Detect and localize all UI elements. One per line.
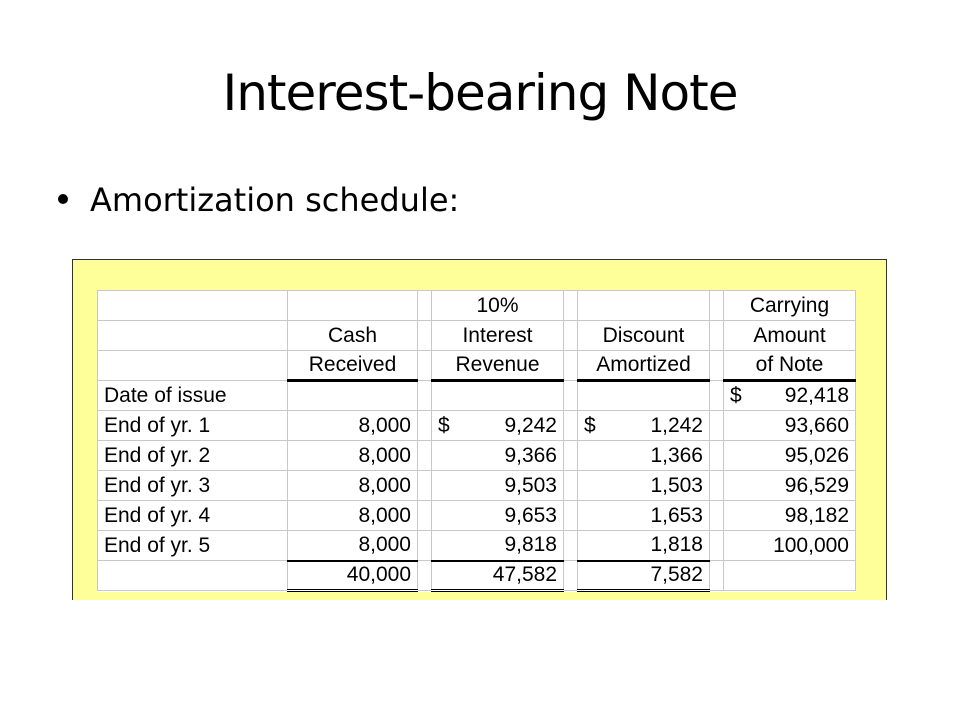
table-row (98, 441, 856, 471)
spacer-cell (564, 501, 578, 531)
dollar-sign: $ (438, 413, 450, 437)
header-amortized: Amortized (578, 351, 710, 381)
header-discount: Discount (578, 321, 710, 351)
cash-cell (288, 381, 418, 411)
cash-cell: 8,000 (288, 501, 418, 531)
total-cash: 40,000 (288, 561, 418, 591)
discount-cell (578, 471, 710, 501)
interest-cell (432, 441, 564, 471)
discount-cell (578, 411, 710, 441)
table-row (98, 531, 856, 561)
discount-cell (578, 531, 710, 561)
discount-value: 1,818 (650, 533, 703, 557)
spacer-cell (418, 441, 432, 471)
spacer-cell (564, 411, 578, 441)
carrying-value: 100,000 (773, 533, 849, 557)
carrying-cell (724, 411, 856, 441)
row-label: End of yr. 4 (98, 501, 288, 531)
totals-label-cell (98, 561, 288, 591)
spacer-cell (564, 321, 578, 351)
discount-cell (578, 501, 710, 531)
interest-cell (432, 381, 564, 411)
row-label: End of yr. 2 (98, 441, 288, 471)
header-cell (98, 321, 288, 351)
carrying-value: 95,026 (784, 443, 849, 467)
discount-value: 1,366 (650, 443, 703, 467)
carrying-cell (724, 501, 856, 531)
slide-title: Interest-bearing Note (222, 64, 738, 122)
bullet-text: Amortization schedule: (90, 181, 460, 219)
amortization-table (97, 290, 856, 592)
header-rate: 10% (432, 291, 564, 321)
table-row (98, 471, 856, 501)
carrying-cell (724, 471, 856, 501)
interest-cell (432, 531, 564, 561)
carrying-value: 92,418 (784, 384, 849, 407)
header-cell (288, 291, 418, 321)
header-interest: Interest (432, 321, 564, 351)
interest-value: 9,818 (504, 533, 557, 557)
interest-value: 9,242 (504, 413, 557, 437)
discount-cell (578, 381, 710, 411)
header-row-2 (98, 321, 856, 351)
row-label: End of yr. 5 (98, 531, 288, 561)
carrying-value: 98,182 (784, 503, 849, 527)
spacer-cell (418, 561, 432, 591)
header-cell (98, 291, 288, 321)
spacer-cell (564, 351, 578, 381)
spacer-cell (710, 441, 724, 471)
carrying-value: 93,660 (784, 413, 849, 437)
spacer-cell (710, 321, 724, 351)
spacer-cell (564, 471, 578, 501)
spacer-cell (564, 381, 578, 411)
spacer-cell (418, 471, 432, 501)
table-row (98, 501, 856, 531)
interest-cell (432, 501, 564, 531)
carrying-value: 96,529 (784, 473, 849, 497)
interest-value: 9,503 (504, 473, 557, 497)
discount-cell (578, 441, 710, 471)
totals-row (98, 561, 856, 591)
header-of-note: of Note (724, 351, 856, 381)
spacer-cell (710, 501, 724, 531)
bullet-dot-icon (58, 194, 68, 204)
spacer-cell (418, 531, 432, 561)
spacer-cell (418, 381, 432, 411)
total-discount: 7,582 (578, 561, 710, 591)
spacer-cell (418, 411, 432, 441)
interest-value: 9,653 (504, 503, 557, 527)
dollar-sign: $ (730, 384, 742, 407)
header-amount: Amount (724, 321, 856, 351)
spacer-cell (710, 531, 724, 561)
header-cell (578, 291, 710, 321)
spacer-cell (564, 441, 578, 471)
header-cash: Cash (288, 321, 418, 351)
spacer-cell (564, 291, 578, 321)
header-row-3 (98, 351, 856, 381)
total-carrying-empty (724, 561, 856, 591)
discount-value: 1,653 (650, 503, 703, 527)
spacer-cell (418, 351, 432, 381)
discount-value: 1,503 (650, 473, 703, 497)
spacer-cell (564, 561, 578, 591)
total-interest: 47,582 (432, 561, 564, 591)
spacer-cell (710, 411, 724, 441)
cash-cell: 8,000 (288, 441, 418, 471)
spacer-cell (710, 381, 724, 411)
interest-cell (432, 471, 564, 501)
header-row-1 (98, 291, 856, 321)
spacer-cell (418, 321, 432, 351)
row-label: End of yr. 1 (98, 411, 288, 441)
cash-cell: 8,000 (288, 411, 418, 441)
interest-value: 9,366 (504, 443, 557, 467)
spacer-cell (418, 501, 432, 531)
dollar-sign: $ (584, 413, 596, 437)
header-cell (98, 351, 288, 381)
spacer-cell (710, 351, 724, 381)
spacer-cell (710, 291, 724, 321)
spacer-cell (710, 561, 724, 591)
discount-value: 1,242 (650, 413, 703, 437)
row-label: End of yr. 3 (98, 471, 288, 501)
carrying-cell (724, 441, 856, 471)
bullet-item (58, 178, 459, 222)
spacer-cell (564, 531, 578, 561)
row-label: Date of issue (98, 381, 288, 411)
table-row (98, 381, 856, 411)
table-row (98, 411, 856, 441)
cash-cell: 8,000 (288, 471, 418, 501)
header-revenue: Revenue (432, 351, 564, 381)
interest-cell (432, 411, 564, 441)
header-carrying: Carrying (724, 291, 856, 321)
header-received: Received (288, 351, 418, 381)
cash-cell: 8,000 (288, 531, 418, 561)
carrying-cell (724, 531, 856, 561)
carrying-cell (724, 381, 856, 411)
spacer-cell (710, 471, 724, 501)
spacer-cell (418, 291, 432, 321)
